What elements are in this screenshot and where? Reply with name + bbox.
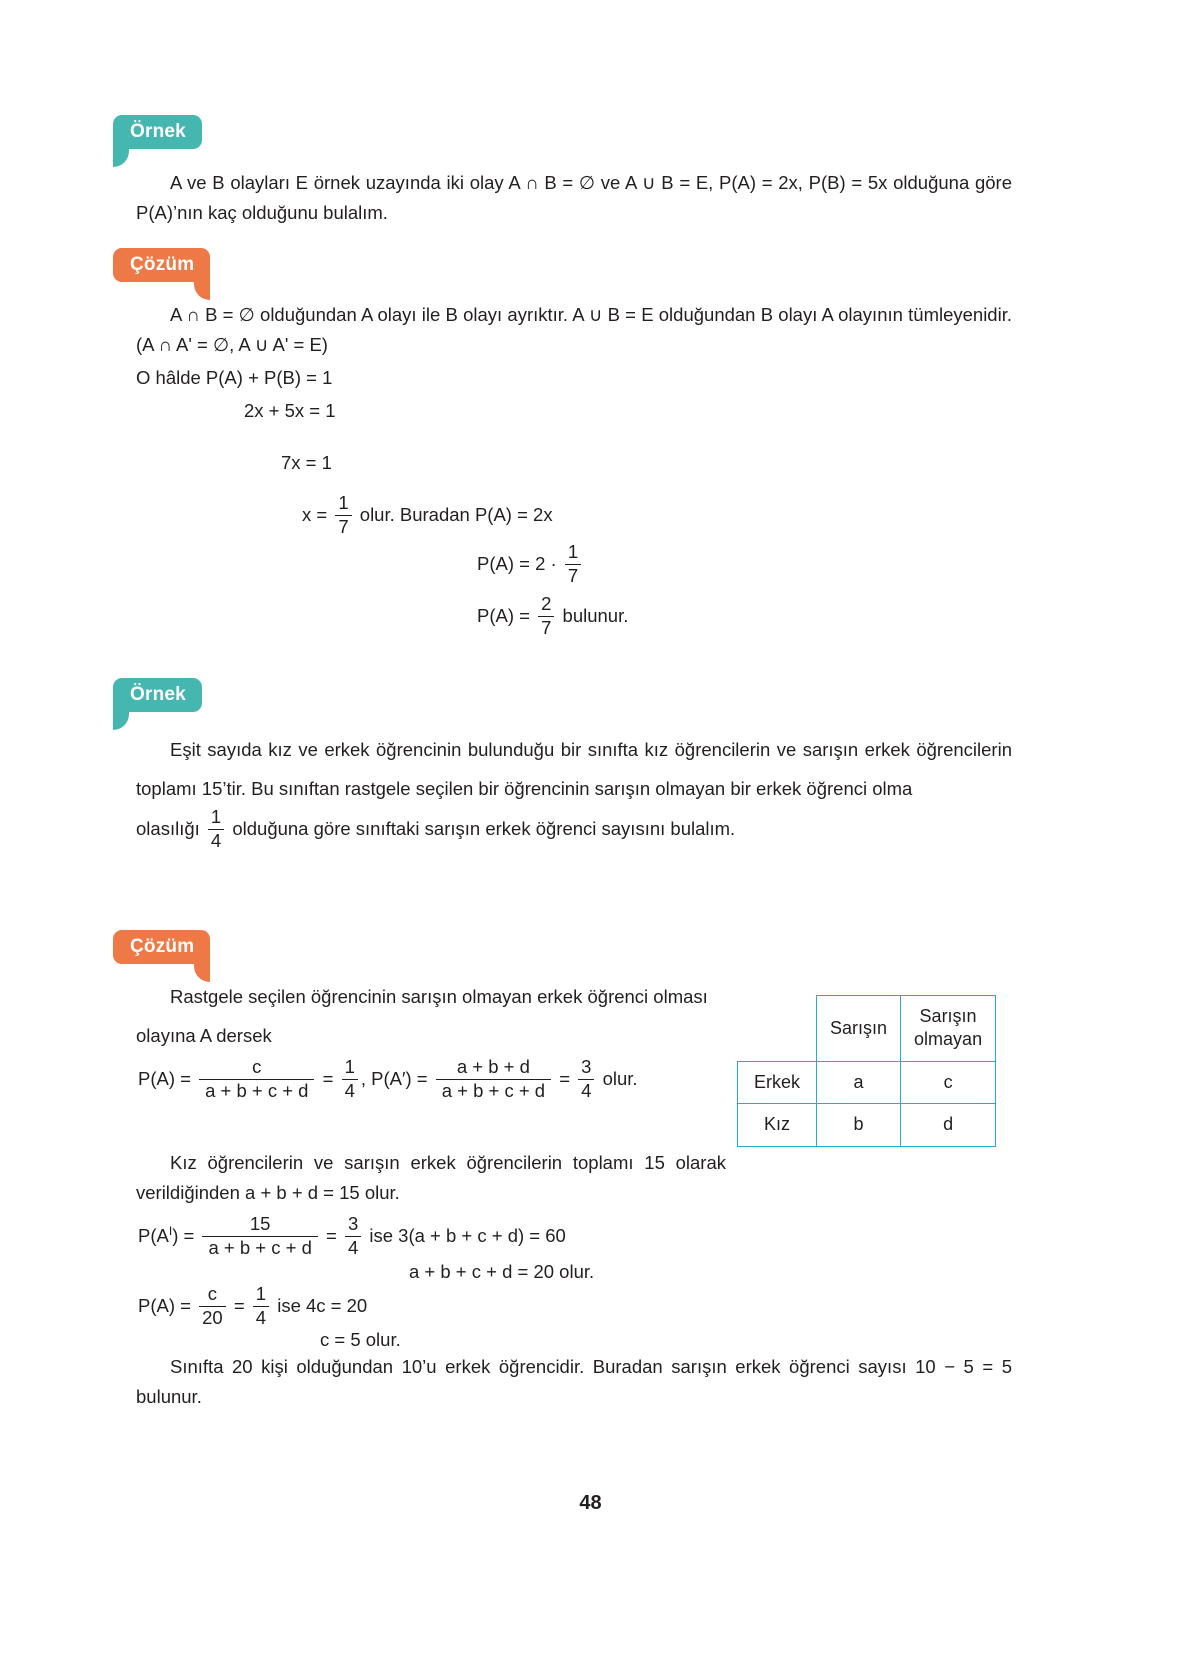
- fraction-denominator: 4: [255, 1306, 267, 1328]
- page-number: 48: [579, 1492, 602, 1514]
- example-2-solution-line1: Rastgele seçilen öğrencinin sarışın olmayan erkek öğrenci olması: [170, 986, 708, 1007]
- eq3-equals: =: [233, 1295, 245, 1317]
- statement-tail: olduğuna göre sınıftaki sarışın erkek öğrenci sayısını bulalım.: [232, 818, 736, 840]
- fraction-one-seventh-2: [565, 542, 581, 586]
- eq-x-prefix: x =: [302, 504, 328, 526]
- fraction-denominator: 7: [541, 616, 552, 638]
- table-header-row: [738, 996, 996, 1062]
- fraction-denominator: 4: [347, 1236, 359, 1258]
- fraction-three-fourths-eq1: [578, 1057, 594, 1101]
- col-header-line1: Sarışın: [919, 1006, 977, 1026]
- fraction-denominator: a + b + c + d: [208, 1236, 312, 1258]
- table-row: [738, 1104, 996, 1146]
- table-cell-a: a: [817, 1061, 901, 1103]
- eq1-comma: ,: [360, 1068, 366, 1090]
- fraction-abd-over-abcd: [436, 1057, 551, 1101]
- fraction-one-fourth-eq3: [253, 1284, 269, 1328]
- fraction-numerator: a + b + d: [436, 1057, 551, 1080]
- fraction-numerator: 1: [208, 807, 224, 830]
- fraction-denominator: 7: [567, 564, 579, 586]
- example-2-eq-2-continued: a + b + c + d = 20 olur.: [409, 1261, 595, 1282]
- ornek-label: Örnek: [113, 115, 202, 149]
- table-row-header-kiz: Kız: [738, 1104, 817, 1146]
- example-2-eq-3-continued: c = 5 olur.: [320, 1329, 401, 1350]
- fraction-denominator: 20: [202, 1306, 223, 1328]
- fraction-15-over-abcd: [202, 1214, 317, 1258]
- fraction-denominator: 4: [344, 1079, 355, 1101]
- example-2-solution-badge: [113, 930, 210, 964]
- example-2-solution-line2: olayına A dersek: [136, 1025, 272, 1046]
- fraction-numerator: 1: [335, 493, 351, 516]
- example-1-statement: A ve B olayları E örnek uzayında iki olay A ∩ B = ∅ ve A ∪ B = E, P(A) = 2x, P(B) = 5x olduğuna göre P(A)’nın kaç olduğunu bulalım.: [136, 172, 1012, 223]
- example-2-eq-1: [138, 1058, 638, 1102]
- table-cell-b: b: [817, 1104, 901, 1146]
- fraction-denominator: 4: [581, 1079, 592, 1101]
- fraction-c-over-20: [199, 1284, 226, 1328]
- fraction-two-sevenths: [538, 594, 554, 638]
- fraction-numerator: c: [199, 1057, 314, 1080]
- table-corner-cell: [738, 996, 817, 1062]
- example-1-eq-2x5x: 2x + 5x = 1: [244, 400, 336, 421]
- fraction-one-seventh: [335, 493, 351, 537]
- fraction-three-fourths-eq2: [345, 1214, 361, 1258]
- table-col-header-sarisin: Sarışın: [817, 996, 901, 1062]
- fraction-numerator: 1: [342, 1057, 358, 1080]
- eq2-suffix: ise 3(a + b + c + d) = 60: [369, 1225, 566, 1247]
- cozum-label: Çözüm: [113, 248, 210, 282]
- fraction-one-fourth-eq1: [342, 1057, 358, 1101]
- example-1-eq-x-value: [302, 494, 553, 538]
- eq-pa-prefix: P(A) = 2 ·: [477, 553, 557, 575]
- example-1-eq-pa-product: [477, 543, 584, 587]
- eq-pa-result-suffix: bulunur.: [562, 605, 629, 627]
- fraction-numerator: 3: [345, 1214, 361, 1237]
- eq-pa-result-prefix: P(A) =: [477, 605, 530, 627]
- table-col-header-sarisin-olmayan: [901, 996, 996, 1062]
- example-2-badge: [113, 678, 202, 712]
- eq1-equals-2: =: [559, 1068, 571, 1090]
- eq3-suffix: ise 4c = 20: [277, 1295, 368, 1317]
- eq1-equals: =: [322, 1068, 334, 1090]
- table-cell-d: d: [901, 1104, 996, 1146]
- example-2-eq-3: [138, 1285, 367, 1329]
- fraction-one-fourth: [208, 807, 224, 851]
- eq1-pacomp-label: P(A′) =: [371, 1068, 428, 1090]
- prime-marker: I: [168, 1223, 173, 1238]
- fraction-denominator: 7: [338, 515, 349, 537]
- table-row-header-erkek: Erkek: [738, 1061, 817, 1103]
- probability-table: [737, 995, 996, 1147]
- eq2-equals: =: [326, 1225, 337, 1247]
- cozum-label-2: Çözüm: [113, 930, 210, 964]
- fraction-denominator: a + b + c + d: [441, 1079, 546, 1101]
- fraction-numerator: c: [199, 1284, 226, 1307]
- example-2-eq-2: [138, 1215, 566, 1259]
- eq1-suffix: olur.: [602, 1068, 638, 1090]
- example-2-solution-paragraph-2: Kız öğrencilerin ve sarışın erkek öğrencilerin toplamı 15 olarak verildiğinden a + b + d = 15 olur.: [136, 1152, 726, 1203]
- eq3-label: P(A) =: [138, 1295, 191, 1317]
- table-row: [738, 1061, 996, 1103]
- fraction-c-over-abcd: [199, 1057, 314, 1101]
- table-cell-c: c: [901, 1061, 996, 1103]
- example-1-badge: [113, 115, 202, 149]
- fraction-numerator: 1: [253, 1284, 269, 1307]
- fraction-numerator: 3: [578, 1057, 594, 1080]
- statement-olasiligi: olasılığı: [136, 818, 200, 840]
- example-2-statement-part2: [136, 808, 735, 852]
- ornek-label-2: Örnek: [113, 678, 202, 712]
- col-header-line2: olmayan: [914, 1029, 983, 1050]
- example-2-conclusion: Sınıfta 20 kişi olduğundan 10’u erkek öğrencidir. Buradan sarışın erkek öğrenci sayısı 10 − 5 = 5 bulunur.: [136, 1356, 1012, 1407]
- example-1-eq-pa-result: [477, 595, 628, 639]
- fraction-numerator: 2: [538, 594, 554, 617]
- example-1-solution-paragraph: A ∩ B = ∅ olduğundan A olayı ile B olayı ayrıktır. A ∪ B = E olduğundan B olayı A olayının tümleyenidir. (A ∩ A' = ∅, A ∪ A' = E): [136, 304, 1012, 355]
- example-1-eq-ohalde: O hâlde P(A) + P(B) = 1: [136, 367, 333, 388]
- fraction-denominator: a + b + c + d: [205, 1079, 309, 1101]
- fraction-numerator: 1: [565, 542, 581, 565]
- example-1-eq-7x: 7x = 1: [281, 452, 332, 473]
- fraction-numerator: 15: [202, 1214, 317, 1237]
- eq1-pa-label: P(A) =: [138, 1068, 191, 1090]
- eq-x-suffix: olur. Buradan P(A) = 2x: [359, 504, 553, 526]
- eq2-label: $P(A^I)$ =: [138, 1223, 195, 1247]
- example-1-solution-badge: [113, 248, 210, 282]
- fraction-denominator: 4: [210, 829, 222, 851]
- example-2-statement-part1: Eşit sayıda kız ve erkek öğrencinin bulunduğu bir sınıfta kız öğrencilerin ve sarışın erkek öğrencilerin toplamı 15’tir. Bu sınıftan rastgele seçilen bir öğrencinin sarışın olmayan bir erkek öğrenci olma: [136, 739, 1012, 800]
